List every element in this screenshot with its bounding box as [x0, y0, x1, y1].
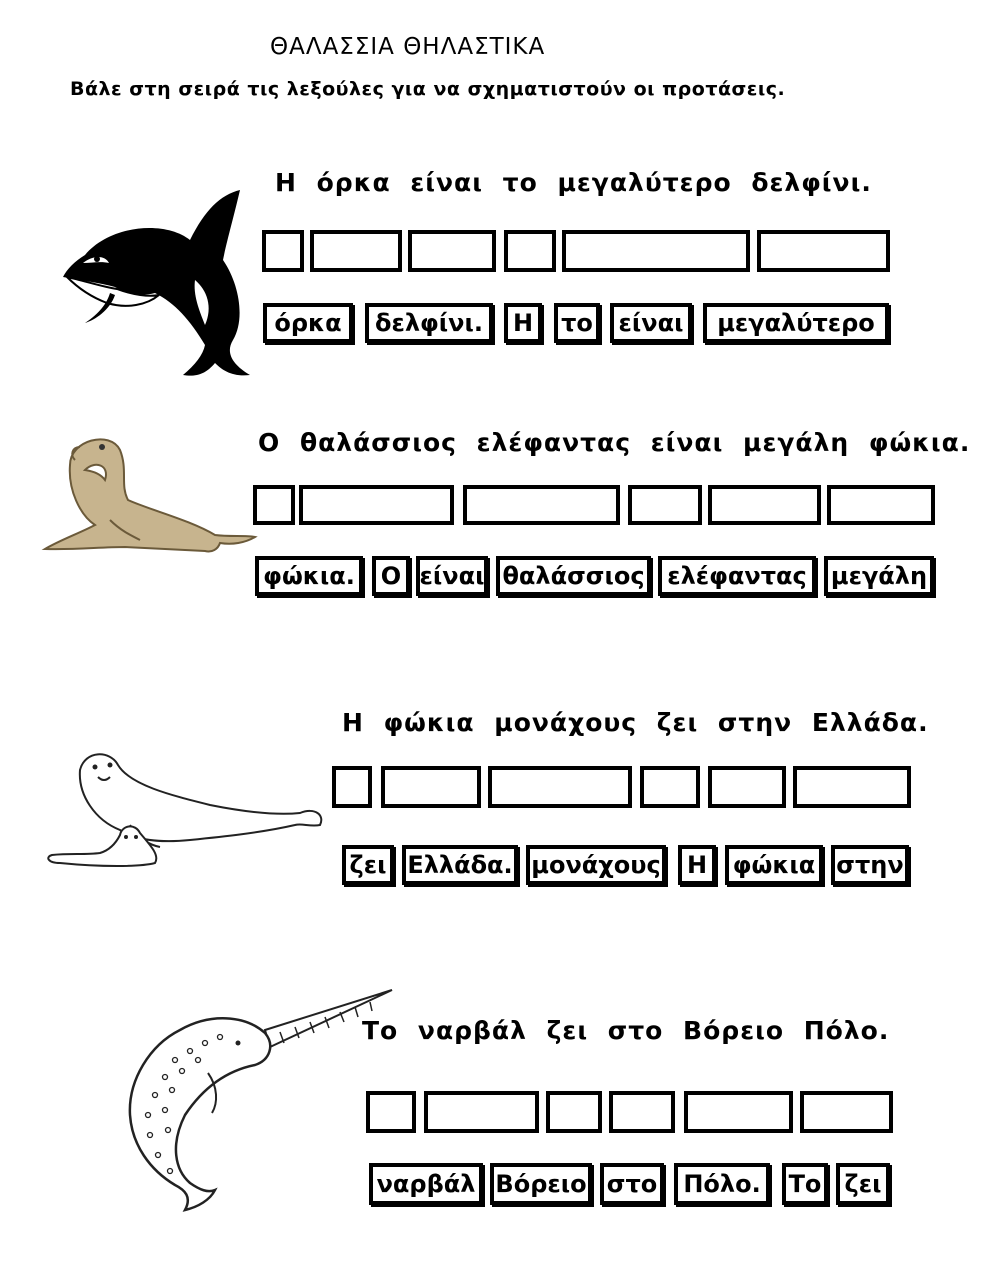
answer-slot[interactable]: [381, 766, 481, 808]
word-tile[interactable]: μεγαλύτερο: [703, 303, 889, 343]
orca-icon: [55, 185, 260, 380]
elephant-seal-icon: [40, 425, 260, 560]
answer-slot[interactable]: [640, 766, 700, 808]
word-tile[interactable]: Ελλάδα.: [402, 845, 518, 885]
answer-slot[interactable]: [299, 485, 454, 525]
word-tile[interactable]: όρκα: [263, 303, 353, 343]
word-tile[interactable]: Ο: [372, 556, 410, 596]
answer-slot[interactable]: [408, 230, 496, 272]
answer-slot[interactable]: [253, 485, 295, 525]
answer-slot[interactable]: [609, 1091, 675, 1133]
word-tile[interactable]: δελφίνι.: [365, 303, 493, 343]
word-tile[interactable]: μεγάλη: [824, 556, 934, 596]
word-tile[interactable]: ναρβάλ: [369, 1163, 483, 1205]
answer-slot[interactable]: [424, 1091, 539, 1133]
word-tile[interactable]: Η: [678, 845, 716, 885]
answer-slot[interactable]: [366, 1091, 416, 1133]
word-tile[interactable]: στο: [600, 1163, 664, 1205]
instruction-text: Βάλε στη σειρά τις λεξούλες για να σχηματιστούν οι προτάσεις.: [70, 78, 786, 100]
answer-slot[interactable]: [793, 766, 911, 808]
monk-seal-icon: [40, 745, 330, 885]
word-tile[interactable]: μονάχους: [526, 845, 666, 885]
word-tile[interactable]: Το: [782, 1163, 828, 1205]
word-tile[interactable]: Βόρειο: [490, 1163, 592, 1205]
word-tile[interactable]: είναι: [416, 556, 488, 596]
word-tile[interactable]: Η: [504, 303, 542, 343]
narwhal-icon: [120, 985, 395, 1215]
word-tile[interactable]: είναι: [610, 303, 692, 343]
page-title: ΘΑΛΑΣΣΙΑ ΘΗΛΑΣΤΙΚΑ: [270, 34, 546, 60]
answer-slot[interactable]: [628, 485, 702, 525]
sentence-2: Ο θαλάσσιος ελέφαντας είναι μεγάλη φώκια.: [258, 428, 971, 457]
answer-slot[interactable]: [488, 766, 632, 808]
sentence-4: Το ναρβάλ ζει στο Βόρειο Πόλο.: [362, 1016, 890, 1045]
word-tile[interactable]: φώκια.: [255, 556, 363, 596]
word-tile[interactable]: Πόλο.: [674, 1163, 770, 1205]
answer-slot[interactable]: [757, 230, 890, 272]
answer-slot[interactable]: [827, 485, 935, 525]
answer-slot[interactable]: [684, 1091, 793, 1133]
word-tile[interactable]: θαλάσσιος: [496, 556, 651, 596]
answer-slot[interactable]: [463, 485, 620, 525]
answer-slot[interactable]: [262, 230, 304, 272]
answer-slot[interactable]: [562, 230, 750, 272]
word-tile[interactable]: στην: [831, 845, 909, 885]
answer-slot[interactable]: [310, 230, 402, 272]
word-tile[interactable]: ελέφαντας: [658, 556, 816, 596]
word-tile[interactable]: φώκια: [725, 845, 823, 885]
sentence-1: Η όρκα είναι το μεγαλύτερο δελφίνι.: [275, 168, 872, 197]
answer-slot[interactable]: [546, 1091, 602, 1133]
word-tile[interactable]: ζει: [342, 845, 394, 885]
word-tile[interactable]: ζει: [836, 1163, 890, 1205]
answer-slot[interactable]: [504, 230, 556, 272]
word-tile[interactable]: το: [554, 303, 600, 343]
sentence-3: Η φώκια μονάχους ζει στην Ελλάδα.: [342, 708, 929, 737]
answer-slot[interactable]: [708, 485, 821, 525]
answer-slot[interactable]: [800, 1091, 893, 1133]
answer-slot[interactable]: [332, 766, 372, 808]
answer-slot[interactable]: [708, 766, 786, 808]
